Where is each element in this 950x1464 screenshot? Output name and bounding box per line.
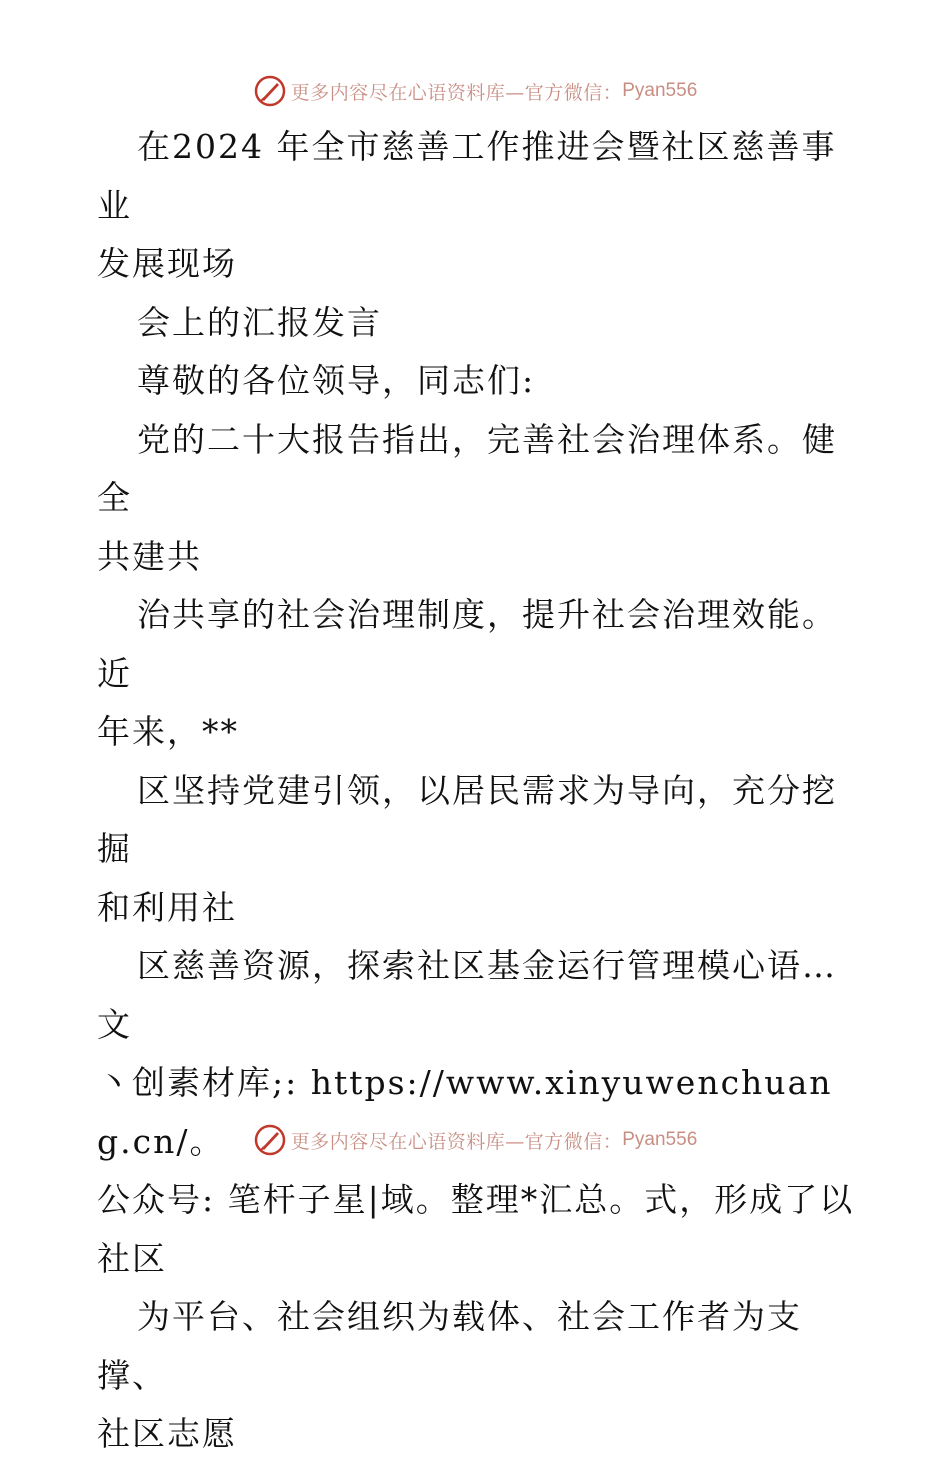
text-line: 社区 — [97, 1238, 167, 1278]
text-line: 区慈善资源，探索社区基金运行管理模心语…文 — [97, 946, 837, 1044]
quill-logo-icon — [253, 74, 287, 108]
watermark-text: 更多内容尽在心语资料库—官方微信： — [290, 1130, 623, 1153]
quill-logo-icon — [253, 1123, 287, 1157]
watermark-text: 更多内容尽在心语资料库—官方微信： — [290, 81, 623, 104]
text-line: 会上的汇报发言 — [137, 302, 382, 342]
text-line: 社区志愿 — [97, 1414, 237, 1453]
text-line: 区坚持党建引领，以居民需求为导向，充分挖掘 — [97, 770, 837, 868]
header-watermark — [0, 71, 950, 111]
text-line: 发展现场 — [97, 244, 237, 283]
text-line: 为平台、社会组织为载体、社会工作者为支撑、 — [97, 1297, 802, 1395]
text-line: 党的二十大报告指出，完善社会治理体系。健全 — [97, 419, 837, 517]
watermark-handle: Pyan556 — [622, 80, 698, 101]
text-line: 年来，** — [97, 712, 239, 751]
footer-watermark — [0, 1120, 950, 1160]
text-line: 尊敬的各位领导，同志们: — [137, 361, 536, 400]
text-line: 治共享的社会治理制度，提升社会治理效能。近 — [97, 595, 837, 693]
text-line: 在2024 年全市慈善工作推进会暨社区慈善事业 — [97, 127, 837, 225]
text-line: 公众号: 笔杆子星|域。整理*汇总。式，形成了以 — [97, 1180, 855, 1219]
text-line: 丶创素材库;: https://www.xinyuwenchuang.cn/。 — [97, 1063, 833, 1161]
text-line: 和利用社 — [97, 887, 237, 927]
watermark-handle: Pyan556 — [622, 1129, 698, 1150]
text-line: 共建共 — [97, 536, 202, 576]
document-body — [97, 118, 857, 1464]
